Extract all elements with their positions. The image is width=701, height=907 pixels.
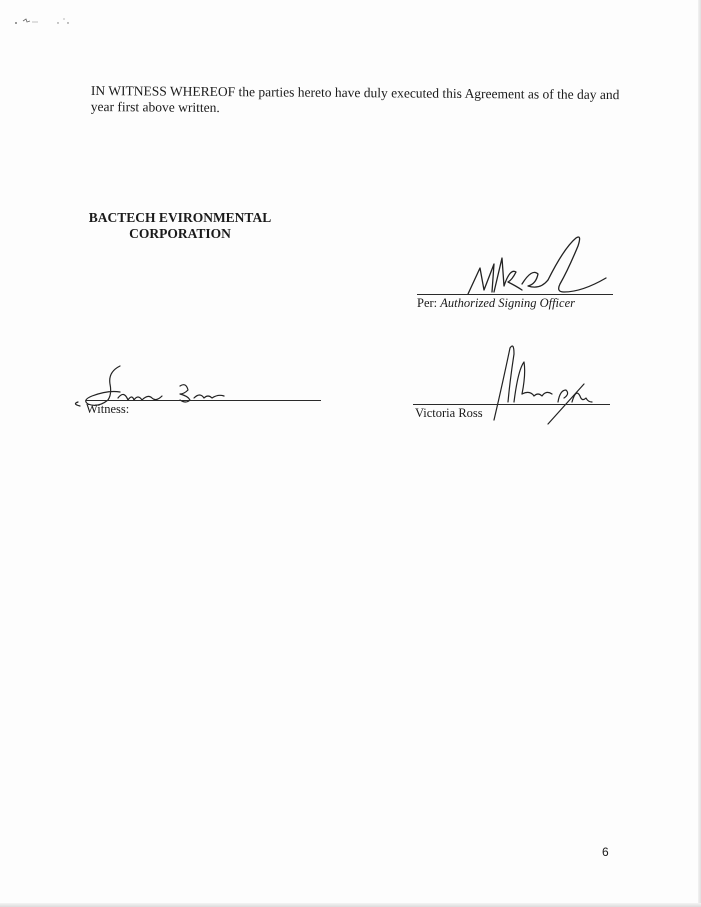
signing-officer-label	[417, 296, 575, 310]
witness-label: Witness:	[86, 402, 130, 416]
per-title: Authorized Signing Officer	[440, 296, 575, 310]
company-name	[80, 210, 280, 242]
per-prefix: Per:	[417, 296, 438, 310]
witness-clause: IN WITNESS WHEREOF the parties hereto have duly executed this Agreement as of the day and year first above written.	[90, 83, 620, 116]
officer-signature-line	[417, 294, 613, 295]
signatory-name: Victoria Ross	[415, 406, 483, 420]
scan-artifact	[14, 12, 74, 28]
company-name-line-1: BACTECH EVIRONMENTAL	[88, 210, 272, 225]
individual-signature-line	[413, 404, 610, 405]
victoria-ross-signature	[468, 340, 598, 426]
page-number: 6	[602, 845, 609, 859]
scan-edge	[0, 903, 701, 907]
company-name-line-2: CORPORATION	[129, 226, 231, 241]
officer-signature	[450, 228, 610, 300]
witness-signature-line	[86, 400, 321, 401]
